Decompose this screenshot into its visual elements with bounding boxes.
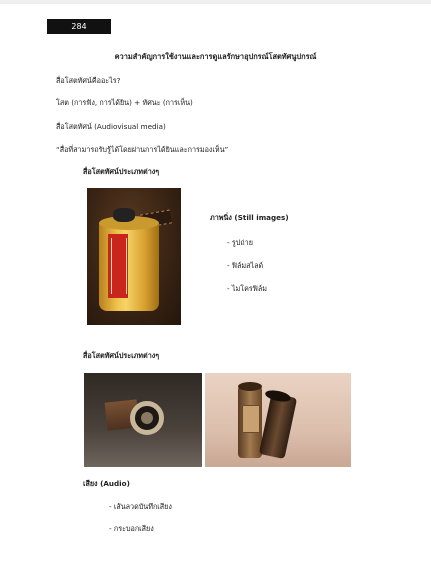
audio-subheading: เสียง (Audio) [83, 479, 130, 488]
intro-english-term: สื่อโสตทัศน์ (Audiovisual media) [56, 122, 166, 131]
cylinder-case-lid [238, 382, 262, 391]
wire-recording-reel-photo [84, 373, 202, 467]
still-item-photo: - รูปถ่าย [227, 238, 253, 247]
reel-hub [141, 412, 153, 424]
still-subheading: ภาพนิ่ง (Still images) [210, 213, 289, 222]
still-section-heading: สื่อโสตทัศน์ประเภทต่างๆ [83, 167, 160, 176]
page-number-badge: 284 [47, 19, 111, 34]
intro-question: สื่อโสตทัศน์คืออะไร? [56, 76, 121, 85]
still-item-slide-film: - ฟิล์มสไลด์ [227, 261, 264, 270]
canister-label-border [111, 238, 127, 294]
intro-definition: โสต (การฟัง, การได้ยิน) + ทัศนะ (การเห็น) [56, 98, 193, 107]
canister-spool [113, 208, 135, 222]
intro-quote: “สื่อที่สามารถรับรู้ได้โดยผ่านการได้ยินและการมองเห็น” [56, 145, 229, 154]
film-canister-photo [87, 188, 181, 325]
phonograph-cylinder-photo [205, 373, 351, 467]
wax-cylinder [259, 393, 297, 459]
audio-item-sound-cylinder: - กระบอกเสียง [109, 524, 154, 533]
page-title: ความสำคัญการใช้งานและการดูแลรักษาอุปกรณ์โสตทัศนูปกรณ์ [114, 52, 317, 61]
page-top-strip [0, 0, 431, 4]
audio-item-wire-recording: - เส้นลวดบันทึกเสียง [109, 502, 172, 511]
canister-label [108, 234, 128, 298]
audio-section-heading: สื่อโสตทัศน์ประเภทต่างๆ [83, 351, 160, 360]
still-item-microfilm: - ไมโครฟิล์ม [227, 284, 267, 293]
cylinder-case-label [242, 405, 260, 433]
